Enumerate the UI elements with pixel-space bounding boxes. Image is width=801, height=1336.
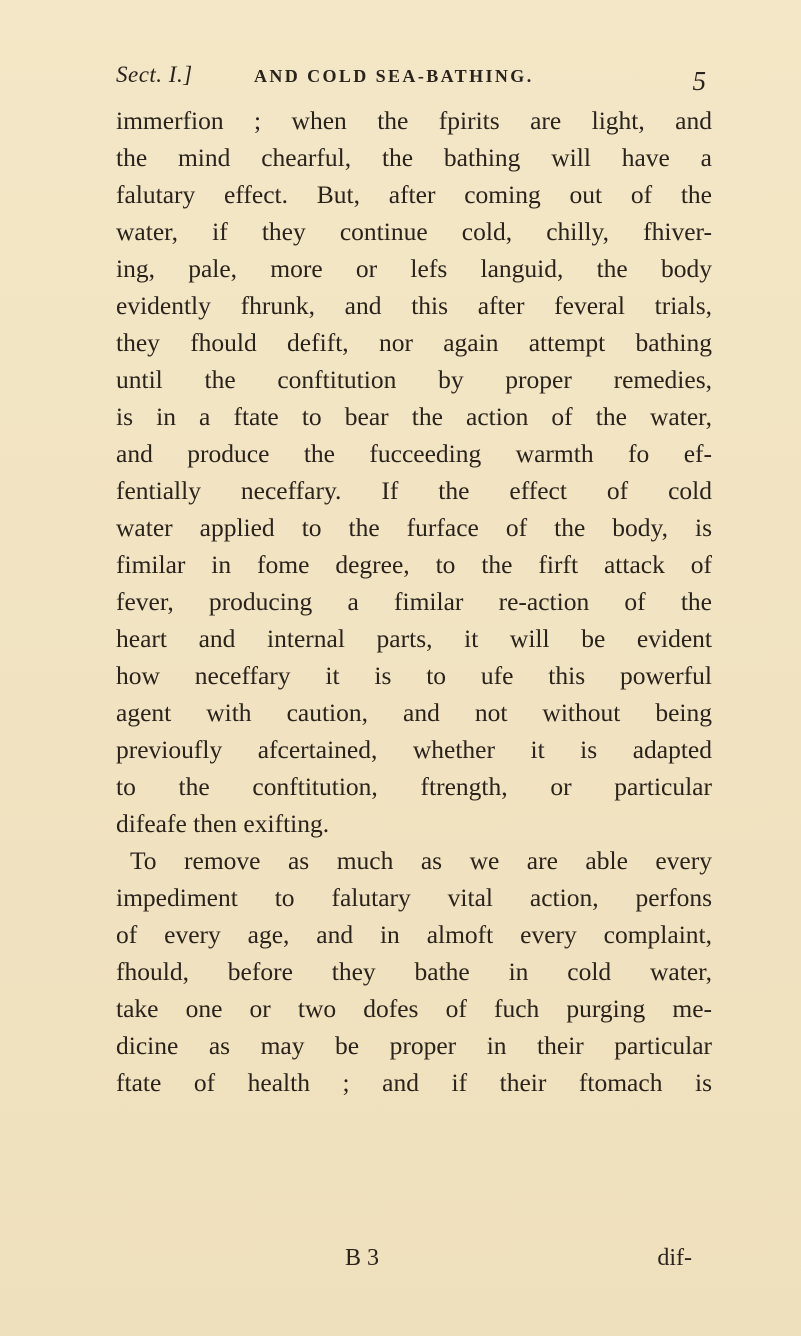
running-title: AND COLD SEA-BATHING. bbox=[254, 66, 534, 86]
text-line: they fhould defift, nor again attempt bathing bbox=[116, 328, 712, 357]
text-line: fever, producing a fimilar re-action of the bbox=[116, 587, 712, 616]
text-line: evidently fhrunk, and this after feveral trials, bbox=[116, 291, 712, 320]
text-line: previoufly afcertained, whether it is adapted bbox=[116, 735, 712, 764]
text-line: falutary effect. But, after coming out of the bbox=[116, 180, 712, 209]
section-marker: Sect. I.] bbox=[116, 62, 193, 87]
text-line: dicine as may be proper in their particular bbox=[116, 1031, 712, 1060]
body-text bbox=[116, 102, 712, 1101]
signature-mark: B 3 bbox=[345, 1245, 380, 1271]
text-line: ftate of health ; and if their ftomach is bbox=[116, 1068, 712, 1097]
text-line: immerfion ; when the fpirits are light, and bbox=[116, 106, 712, 135]
text-line: until the conftitution by proper remedies, bbox=[116, 365, 712, 394]
text-line: fimilar in fome degree, to the firft attack of bbox=[116, 550, 712, 579]
page-footer bbox=[116, 1245, 712, 1279]
text-line: water, if they continue cold, chilly, fhiver- bbox=[116, 217, 712, 246]
text-line: of every age, and in almoft every complaint, bbox=[116, 920, 712, 949]
text-line-paragraph-end: difeafe then exifting. bbox=[116, 809, 330, 838]
text-line: impediment to falutary vital action, perfons bbox=[116, 883, 712, 912]
text-line: is in a ftate to bear the action of the water, bbox=[116, 402, 712, 431]
text-line: ing, pale, more or lefs languid, the body bbox=[116, 254, 712, 283]
text-line: take one or two dofes of fuch purging me- bbox=[116, 994, 712, 1023]
text-line: fhould, before they bathe in cold water, bbox=[116, 957, 712, 986]
page-number: 5 bbox=[692, 66, 706, 96]
text-line: heart and internal parts, it will be evident bbox=[116, 624, 712, 653]
text-line-paragraph-start: To remove as much as we are able every bbox=[130, 846, 712, 875]
catchword: dif- bbox=[657, 1245, 692, 1271]
page-header bbox=[116, 62, 706, 98]
text-line: the mind chearful, the bathing will have a bbox=[116, 143, 712, 172]
text-line: water applied to the furface of the body, is bbox=[116, 513, 712, 542]
text-line: and produce the fucceeding warmth fo ef- bbox=[116, 439, 712, 468]
text-line: agent with caution, and not without being bbox=[116, 698, 712, 727]
text-line: how neceffary it is to ufe this powerful bbox=[116, 661, 712, 690]
text-line: to the conftitution, ftrength, or particular bbox=[116, 772, 712, 801]
text-line: fentially neceffary. If the effect of cold bbox=[116, 476, 712, 505]
